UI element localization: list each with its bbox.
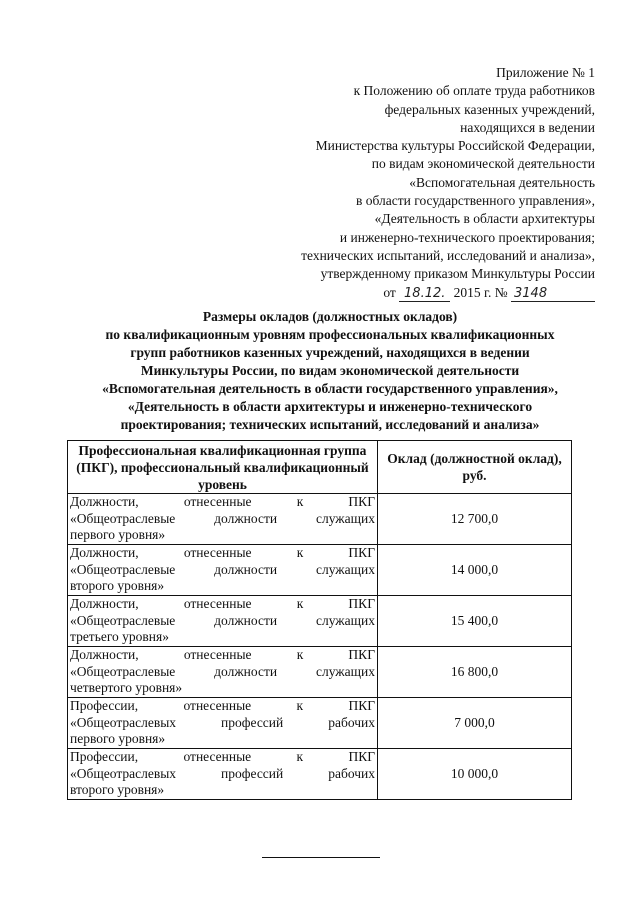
salary-cell: 16 800,0 bbox=[378, 647, 572, 698]
pkg-line: «Общеотраслевые должности служащих bbox=[70, 561, 375, 577]
title-line: групп работников казенных учреждений, находящихся в ведении bbox=[130, 345, 530, 360]
pkg-cell bbox=[68, 545, 378, 596]
annex-line: технических испытаний, исследований и анализа», bbox=[301, 247, 595, 263]
table-row bbox=[68, 749, 572, 800]
pkg-line: «Общеотраслевых профессий рабочих bbox=[70, 714, 375, 730]
table-row bbox=[68, 698, 572, 749]
pkg-line: «Общеотраслевые должности служащих bbox=[70, 612, 375, 628]
table-row bbox=[68, 647, 572, 698]
annex-line: «Вспомогательная деятельность bbox=[409, 174, 595, 190]
salary-cell: 12 700,0 bbox=[378, 494, 572, 545]
table-row bbox=[68, 494, 572, 545]
annex-line: Министерства культуры Российской Федерации, bbox=[315, 138, 595, 154]
pkg-line: Должности, отнесенные к ПКГ bbox=[70, 494, 375, 510]
salary-cell: 7 000,0 bbox=[378, 698, 572, 749]
pkg-line: Должности, отнесенные к ПКГ bbox=[70, 647, 375, 663]
order-year: 2015 г. № bbox=[453, 284, 508, 300]
table-row bbox=[68, 596, 572, 647]
pkg-cell bbox=[68, 647, 378, 698]
title-line: Минкультуры России, по видам экономической деятельности bbox=[140, 363, 520, 378]
table-row bbox=[68, 545, 572, 596]
footer-divider bbox=[262, 857, 380, 858]
pkg-line: «Общеотраслевые должности служащих bbox=[70, 510, 375, 526]
annex-line: в области государственного управления», bbox=[356, 193, 595, 209]
pkg-line: Профессии, отнесенные к ПКГ bbox=[70, 749, 375, 765]
pkg-line: третьего уровня» bbox=[70, 629, 169, 645]
order-prefix: от bbox=[383, 284, 396, 300]
annex-line: федеральных казенных учреждений, bbox=[384, 101, 595, 117]
order-number-handwritten: 3148 bbox=[511, 287, 595, 302]
annex-line: к Положению об оплате труда работников bbox=[353, 83, 595, 99]
header-pkg-column: Профессиональная квалификационная группа (ПКГ), профессиональный квалификационный уровень bbox=[68, 441, 378, 494]
annex-line: утвержденному приказом Минкультуры России bbox=[320, 266, 595, 282]
annex-line: Приложение № 1 bbox=[496, 65, 595, 80]
table-header-row bbox=[68, 441, 572, 494]
pkg-line: «Общеотраслевых профессий рабочих bbox=[70, 765, 375, 781]
pkg-line: второго уровня» bbox=[70, 782, 165, 798]
pkg-line: «Общеотраслевые должности служащих bbox=[70, 663, 375, 679]
title-line: «Вспомогательная деятельность в области государственного управления», bbox=[102, 381, 558, 396]
pkg-line: Должности, отнесенные к ПКГ bbox=[70, 596, 375, 612]
pkg-line: Профессии, отнесенные к ПКГ bbox=[70, 698, 375, 714]
salary-cell: 14 000,0 bbox=[378, 545, 572, 596]
title-line: Размеры окладов (должностных окладов) bbox=[202, 309, 458, 324]
pkg-line: Должности, отнесенные к ПКГ bbox=[70, 545, 375, 561]
pkg-line: второго уровня» bbox=[70, 578, 165, 594]
order-reference bbox=[215, 284, 595, 302]
document-title bbox=[60, 308, 600, 434]
salary-cell: 15 400,0 bbox=[378, 596, 572, 647]
pkg-line: первого уровня» bbox=[70, 731, 166, 747]
pkg-line: четвертого уровня» bbox=[70, 680, 183, 696]
title-line: по квалификационным уровням профессиональных квалификационных bbox=[105, 327, 555, 342]
title-line: «Деятельность в области архитектуры и инженерно-технического bbox=[127, 399, 533, 414]
annex-header bbox=[215, 64, 595, 302]
annex-line: «Деятельность в области архитектуры bbox=[374, 211, 595, 227]
pkg-cell bbox=[68, 596, 378, 647]
title-line: проектирования; технических испытаний, исследований и анализа» bbox=[120, 417, 540, 432]
annex-line: по видам экономической деятельности bbox=[371, 156, 595, 172]
annex-line: и инженерно-технического проектирования; bbox=[339, 229, 595, 245]
pkg-line: первого уровня» bbox=[70, 527, 166, 543]
salary-table bbox=[67, 440, 572, 800]
order-date-handwritten: 18.12. bbox=[399, 287, 450, 302]
pkg-cell bbox=[68, 698, 378, 749]
salary-cell: 10 000,0 bbox=[378, 749, 572, 800]
header-salary-column: Оклад (должностной оклад), руб. bbox=[378, 441, 572, 494]
pkg-cell bbox=[68, 749, 378, 800]
pkg-cell bbox=[68, 494, 378, 545]
annex-line: находящихся в ведении bbox=[460, 119, 595, 135]
